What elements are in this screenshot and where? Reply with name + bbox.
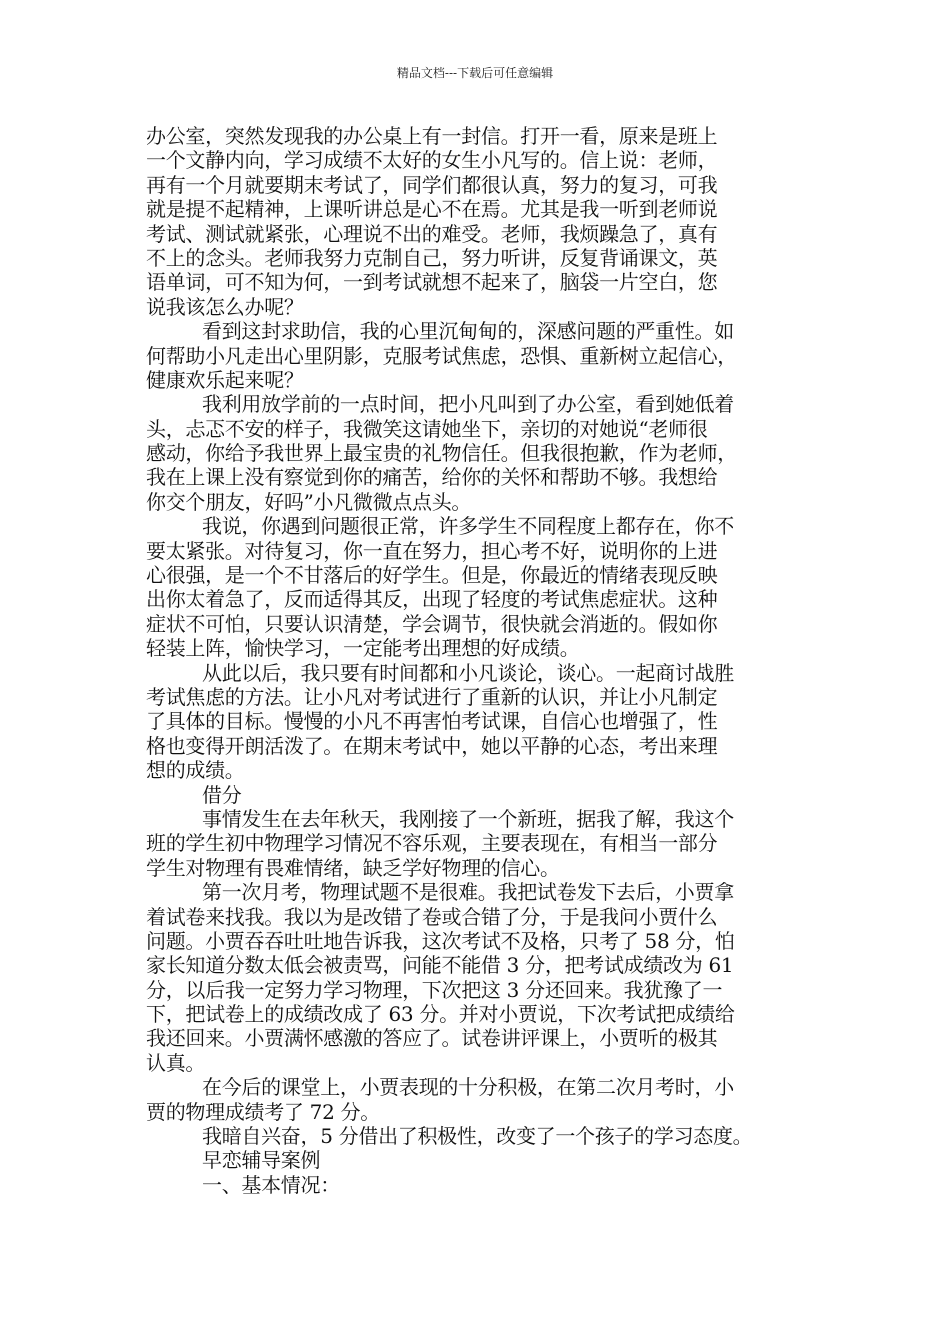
text-line: 要太紧张。对待复习，你一直在努力，担心考不好，说明你的上进 xyxy=(146,538,718,563)
text-line: 了具体的目标。慢慢的小凡不再害怕考试课，自信心也增强了，性 xyxy=(146,709,718,734)
text-line: 在今后的课堂上，小贾表现的十分积极，在第二次月考时，小 xyxy=(202,1075,734,1100)
text-line: 考试焦虑的方法。让小凡对考试进行了重新的认识，并让小凡制定 xyxy=(146,684,718,709)
text-line: 着试卷来找我。我以为是改错了卷或合错了分，于是我问小贾什么 xyxy=(146,904,718,929)
text-line: 我说，你遇到问题很正常，许多学生不同程度上都存在，你不 xyxy=(202,514,734,539)
text-line: 我利用放学前的一点时间，把小凡叫到了办公室，看到她低着 xyxy=(202,392,734,417)
text-line: 轻装上阵，愉快学习，一定能考出理想的好成绩。 xyxy=(146,636,580,661)
text-line: 就是提不起精神，上课听讲总是心不在焉。尤其是我一听到老师说 xyxy=(146,197,718,222)
document-body xyxy=(146,124,810,1197)
text-line: 认真。 xyxy=(146,1050,206,1075)
text-line: 家长知道分数太低会被责骂，问能不能借 3 分，把考试成绩改为 61 xyxy=(146,953,734,978)
text-line: 格也变得开朗活泼了。在期末考试中，她以平静的心态，考出来理 xyxy=(146,733,718,758)
text-line: 第一次月考，物理试题不是很难。我把试卷发下去后，小贾拿 xyxy=(202,880,734,905)
text-line: 借分 xyxy=(202,782,242,807)
text-line: 从此以后，我只要有时间都和小凡谈论，谈心。一起商讨战胜 xyxy=(202,660,734,685)
text-line: 问题。小贾吞吞吐吐地告诉我，这次考试不及格，只考了 58 分，怕 xyxy=(146,928,735,953)
text-line: 办公室，突然发现我的办公桌上有一封信。打开一看，原来是班上 xyxy=(146,124,718,148)
text-line: 一个文静内向，学习成绩不太好的女生小凡写的。信上说：老师， xyxy=(146,148,718,173)
text-line: 学生对物理有畏难情绪，缺乏学好物理的信心。 xyxy=(146,855,560,880)
text-line: 分，以后我一定努力学习物理，下次把这 3 分还回来。我犹豫了一 xyxy=(146,977,723,1002)
text-line: 健康欢乐起来呢？ xyxy=(146,367,304,392)
text-line: 班的学生初中物理学习情况不容乐观，主要表现在，有相当一部分 xyxy=(146,831,718,856)
text-line: 我还回来。小贾满怀感激的答应了。试卷讲评课上，小贾听的极其 xyxy=(146,1026,718,1051)
text-line: 感动，你给予我世界上最宝贵的礼物信任。但我很抱歉，作为老师， xyxy=(146,441,737,466)
text-line: 何帮助小凡走出心里阴影，克服考试焦虑，恐惧、重新树立起信心， xyxy=(146,343,737,368)
text-line: 贾的物理成绩考了 72 分。 xyxy=(146,1099,380,1124)
text-line: 事情发生在去年秋天，我刚接了一个新班，据我了解，我这个 xyxy=(202,806,734,831)
text-line: 想的成绩。 xyxy=(146,758,245,783)
text-line: 说我该怎么办呢？ xyxy=(146,294,304,319)
page-header: 精品文档---下载后可任意编辑 xyxy=(396,66,554,80)
text-line: 我在上课上没有察觉到你的痛苦，给你的关怀和帮助不够。我想给 xyxy=(146,465,718,490)
text-line: 不上的念头。老师我努力克制自己，努力听讲，反复背诵课文，英 xyxy=(146,245,718,270)
text-line: 你交个朋友，好吗”小凡微微点点头。 xyxy=(146,489,472,514)
text-line: 再有一个月就要期末考试了，同学们都很认真，努力的复习，可我 xyxy=(146,172,718,197)
text-line: 心很强，是一个不甘落后的好学生。但是，你最近的情绪表现反映 xyxy=(146,563,718,588)
text-line: 一、基本情况： xyxy=(202,1172,340,1197)
text-line: 头，忐忑不安的样子，我微笑这请她坐下，亲切的对她说“老师很 xyxy=(146,416,708,441)
text-line: 考试、测试就紧张，心理说不出的难受。老师，我烦躁急了，真有 xyxy=(146,221,718,246)
text-line: 早恋辅导案例 xyxy=(202,1148,321,1173)
text-line: 出你太着急了，反而适得其反，出现了轻度的考试焦虑症状。这种 xyxy=(146,587,718,612)
text-line: 我暗自兴奋，5 分借出了积极性，改变了一个孩子的学习态度。 xyxy=(202,1124,753,1149)
text-line: 下，把试卷上的成绩改成了 63 分。并对小贾说，下次考试把成绩给 xyxy=(146,1002,735,1027)
text-line: 症状不可怕，只要认识清楚，学会调节，很快就会消逝的。假如你 xyxy=(146,611,718,636)
text-line: 语单词，可不知为何，一到考试就想不起来了，脑袋一片空白，您 xyxy=(146,270,718,295)
text-line: 看到这封求助信，我的心里沉甸甸的，深感问题的严重性。如 xyxy=(202,319,734,344)
